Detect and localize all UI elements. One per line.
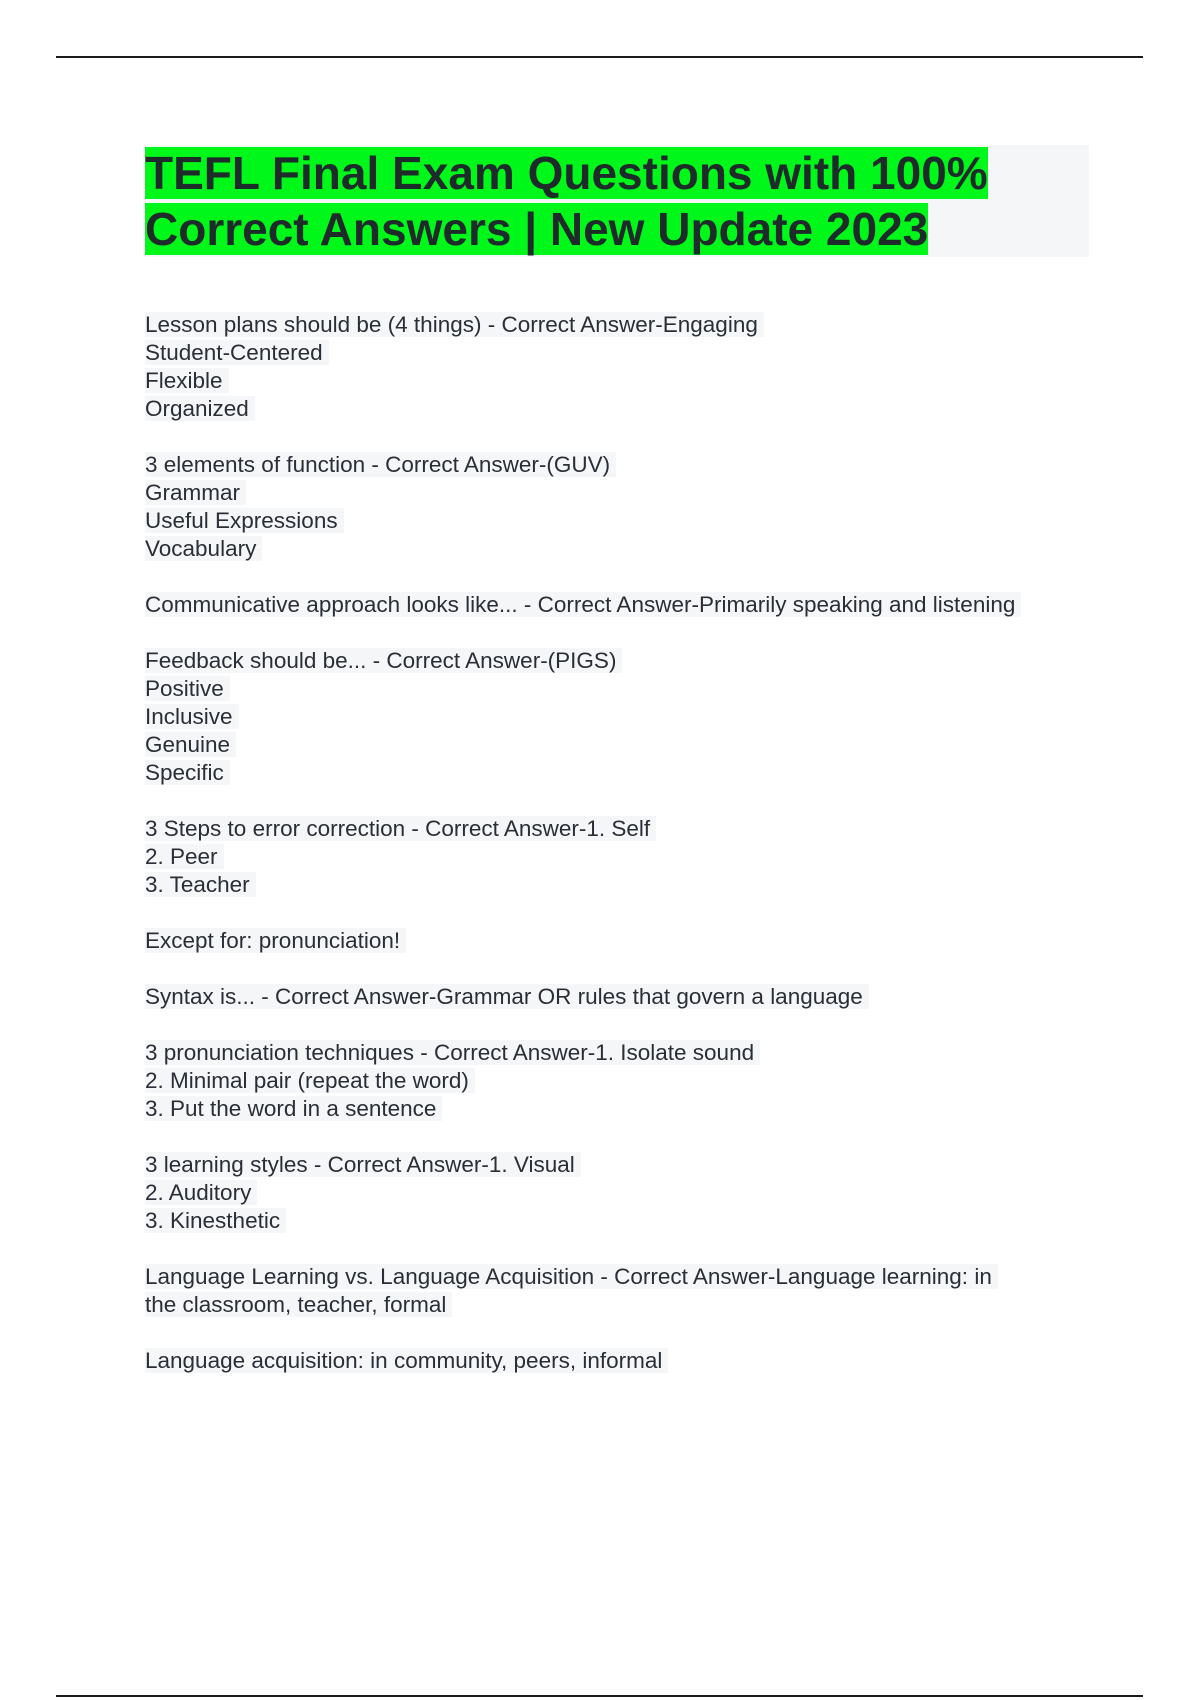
title-line: TEFL Final Exam Questions with 100% [145, 147, 988, 199]
qa-answer-line-text: 3. Teacher [145, 872, 256, 897]
title-line: Correct Answers | New Update 2023 [145, 203, 929, 255]
qa-answer-line-text: Student-Centered [145, 340, 329, 365]
qa-answer-line-text: Flexible [145, 368, 229, 393]
qa-answer-line [145, 1067, 1089, 1095]
qa-entry [145, 647, 1089, 787]
qa-question [145, 591, 1089, 619]
qa-answer-line [145, 1095, 1089, 1123]
qa-list [145, 311, 1089, 1375]
qa-answer-line-text: 3. Kinesthetic [145, 1208, 286, 1233]
qa-answer-line [145, 507, 1089, 535]
qa-entry [145, 1039, 1089, 1123]
qa-answer-line [145, 1207, 1089, 1235]
document-body [145, 145, 1089, 1403]
header-rule [56, 56, 1143, 58]
qa-answer-line [145, 1179, 1089, 1207]
qa-answer-line [145, 395, 1089, 423]
qa-entry [145, 983, 1089, 1011]
title-block [145, 145, 1089, 257]
qa-answer-line [145, 871, 1089, 899]
qa-answer-line-text: the classroom, teacher, formal [145, 1292, 452, 1317]
footer-rule [56, 1695, 1143, 1697]
qa-question [145, 1263, 1089, 1291]
qa-entry [145, 815, 1089, 899]
qa-question [145, 647, 1089, 675]
qa-answer-line [145, 843, 1089, 871]
qa-question-text: 3 learning styles - Correct Answer-1. Visual [145, 1152, 581, 1177]
document-title [145, 145, 1089, 257]
qa-entry [145, 1347, 1089, 1375]
qa-entry [145, 1263, 1089, 1319]
qa-entry [145, 311, 1089, 423]
qa-answer-line-text: 3. Put the word in a sentence [145, 1096, 442, 1121]
qa-question-text: Except for: pronunciation! [145, 928, 406, 953]
qa-answer-line [145, 675, 1089, 703]
qa-answer-line [145, 731, 1089, 759]
qa-answer-line-text: 2. Minimal pair (repeat the word) [145, 1068, 475, 1093]
qa-answer-line-text: Genuine [145, 732, 236, 757]
qa-entry [145, 451, 1089, 563]
qa-question-text: Lesson plans should be (4 things) - Correct Answer-Engaging [145, 312, 764, 337]
qa-question [145, 451, 1089, 479]
qa-answer-line [145, 759, 1089, 787]
qa-entry [145, 1151, 1089, 1235]
qa-entry [145, 927, 1089, 955]
qa-question-text: Feedback should be... - Correct Answer-(PIGS) [145, 648, 622, 673]
qa-answer-line [145, 703, 1089, 731]
qa-answer-line-text: 2. Auditory [145, 1180, 257, 1205]
qa-answer-line-text: Useful Expressions [145, 508, 344, 533]
qa-answer-line-text: Vocabulary [145, 536, 262, 561]
qa-question-text: Communicative approach looks like... - Correct Answer-Primarily speaking and listening [145, 592, 1021, 617]
qa-answer-line-text: Inclusive [145, 704, 239, 729]
qa-answer-line-text: Grammar [145, 480, 246, 505]
qa-question [145, 927, 1089, 955]
qa-answer-line [145, 479, 1089, 507]
qa-answer-line-text: 2. Peer [145, 844, 224, 869]
qa-answer-line-text: Positive [145, 676, 230, 701]
qa-question-text: 3 pronunciation techniques - Correct Answer-1. Isolate sound [145, 1040, 760, 1065]
qa-entry [145, 591, 1089, 619]
qa-answer-line-text: Specific [145, 760, 230, 785]
qa-answer-line [145, 367, 1089, 395]
qa-question [145, 1151, 1089, 1179]
qa-question-text: 3 elements of function - Correct Answer-(GUV) [145, 452, 616, 477]
qa-question [145, 815, 1089, 843]
qa-answer-line-text: Organized [145, 396, 255, 421]
qa-answer-line [145, 339, 1089, 367]
qa-question-text: Language acquisition: in community, peers, informal [145, 1348, 668, 1373]
qa-question-text: Syntax is... - Correct Answer-Grammar OR rules that govern a language [145, 984, 869, 1009]
qa-answer-line [145, 535, 1089, 563]
qa-answer-line [145, 1291, 1089, 1319]
qa-question [145, 1347, 1089, 1375]
qa-question [145, 311, 1089, 339]
qa-question-text: Language Learning vs. Language Acquisition - Correct Answer-Language learning: in [145, 1264, 998, 1289]
qa-question [145, 1039, 1089, 1067]
qa-question-text: 3 Steps to error correction - Correct Answer-1. Self [145, 816, 656, 841]
qa-question [145, 983, 1089, 1011]
